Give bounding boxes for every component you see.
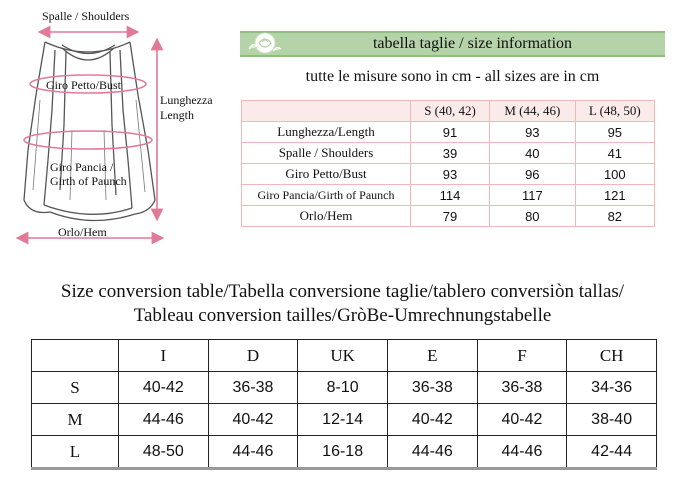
col-spain: E <box>387 340 477 372</box>
table-cell: 40-42 <box>119 372 209 404</box>
row-label: S <box>32 372 119 404</box>
size-col-s: S (40, 42) <box>411 101 490 122</box>
table-cell: 121 <box>575 185 654 206</box>
col-germany: D <box>208 340 298 372</box>
length-label-line2: Length <box>160 108 194 122</box>
col-italy: I <box>119 340 209 372</box>
table-cell: 82 <box>575 206 654 227</box>
conversion-header <box>32 340 657 372</box>
conversion-table <box>31 339 657 470</box>
table-cell: 8-10 <box>298 372 388 404</box>
table-row <box>242 122 655 143</box>
table-cell: 100 <box>575 164 654 185</box>
col-uk: UK <box>298 340 388 372</box>
table-cell: 36-38 <box>387 372 477 404</box>
table-cell: 48-50 <box>119 436 209 469</box>
table-cell: 38-40 <box>567 404 657 436</box>
row-label: Giro Petto/Bust <box>242 164 411 185</box>
table-cell: 93 <box>411 164 490 185</box>
table-cell: 39 <box>411 143 490 164</box>
col-france: F <box>477 340 567 372</box>
table-cell: 40-42 <box>477 404 567 436</box>
paunch-ellipse <box>24 131 152 149</box>
table-cell: 93 <box>490 122 576 143</box>
table-cell: 40 <box>490 143 576 164</box>
table-cell: 40-42 <box>208 404 298 436</box>
table-cell: 36-38 <box>477 372 567 404</box>
table-row <box>32 372 657 404</box>
units-note: tutte le misure sono in cm - all sizes are in cm <box>305 68 600 85</box>
row-label: Lunghezza/Length <box>242 122 411 143</box>
size-col-m: M (44, 46) <box>490 101 576 122</box>
table-row <box>242 164 655 185</box>
table-cell: 91 <box>411 122 490 143</box>
table-cell: 36-38 <box>208 372 298 404</box>
table-cell: 44-46 <box>387 436 477 469</box>
conversion-corner <box>32 340 119 372</box>
size-col-l: L (48, 50) <box>575 101 654 122</box>
size-table <box>241 100 655 227</box>
length-label-line1: Lunghezza <box>160 93 213 107</box>
table-cell: 114 <box>411 185 490 206</box>
table-cell: 96 <box>490 164 576 185</box>
table-cell: 44-46 <box>119 404 209 436</box>
table-cell: 41 <box>575 143 654 164</box>
table-cell: 44-46 <box>477 436 567 469</box>
table-cell: 12-14 <box>298 404 388 436</box>
size-info-title: tabella taglie / size information <box>372 35 573 52</box>
table-row <box>242 206 655 227</box>
table-cell: 117 <box>490 185 576 206</box>
paunch-label-line1: Giro Pancia / <box>50 160 114 174</box>
conversion-title-line2: Tableau conversion tailles/GròBe-Umrechnungstabelle <box>133 305 552 326</box>
garment-sketch <box>0 0 235 250</box>
row-label: Orlo/Hem <box>242 206 411 227</box>
table-cell: 40-42 <box>387 404 477 436</box>
garment-diagram <box>0 0 235 250</box>
row-label: Spalle / Shoulders <box>242 143 411 164</box>
row-label: M <box>32 404 119 436</box>
shoulders-label: Spalle / Shoulders <box>42 9 130 23</box>
bust-label: Giro Petto/Bust <box>46 78 122 92</box>
table-row <box>32 436 657 469</box>
table-cell: 42-44 <box>567 436 657 469</box>
table-cell: 16-18 <box>298 436 388 469</box>
conversion-title-line1: Size conversion table/Tabella conversione taglie/tablero conversiòn tallas/ <box>60 281 625 302</box>
table-cell: 95 <box>575 122 654 143</box>
table-cell: 79 <box>411 206 490 227</box>
paunch-label-line2: Girth of Paunch <box>50 174 127 188</box>
table-row <box>242 185 655 206</box>
size-table-corner <box>242 101 411 122</box>
table-cell: 80 <box>490 206 576 227</box>
size-info-banner <box>240 31 665 57</box>
hem-label: Orlo/Hem <box>58 225 107 239</box>
col-switzerland: CH <box>567 340 657 372</box>
table-row <box>242 143 655 164</box>
table-row <box>32 404 657 436</box>
conversion-title <box>0 280 685 328</box>
size-table-header <box>242 101 655 122</box>
table-cell: 34-36 <box>567 372 657 404</box>
row-label: L <box>32 436 119 469</box>
table-cell: 44-46 <box>208 436 298 469</box>
row-label: Giro Pancia/Girth of Paunch <box>242 185 411 206</box>
